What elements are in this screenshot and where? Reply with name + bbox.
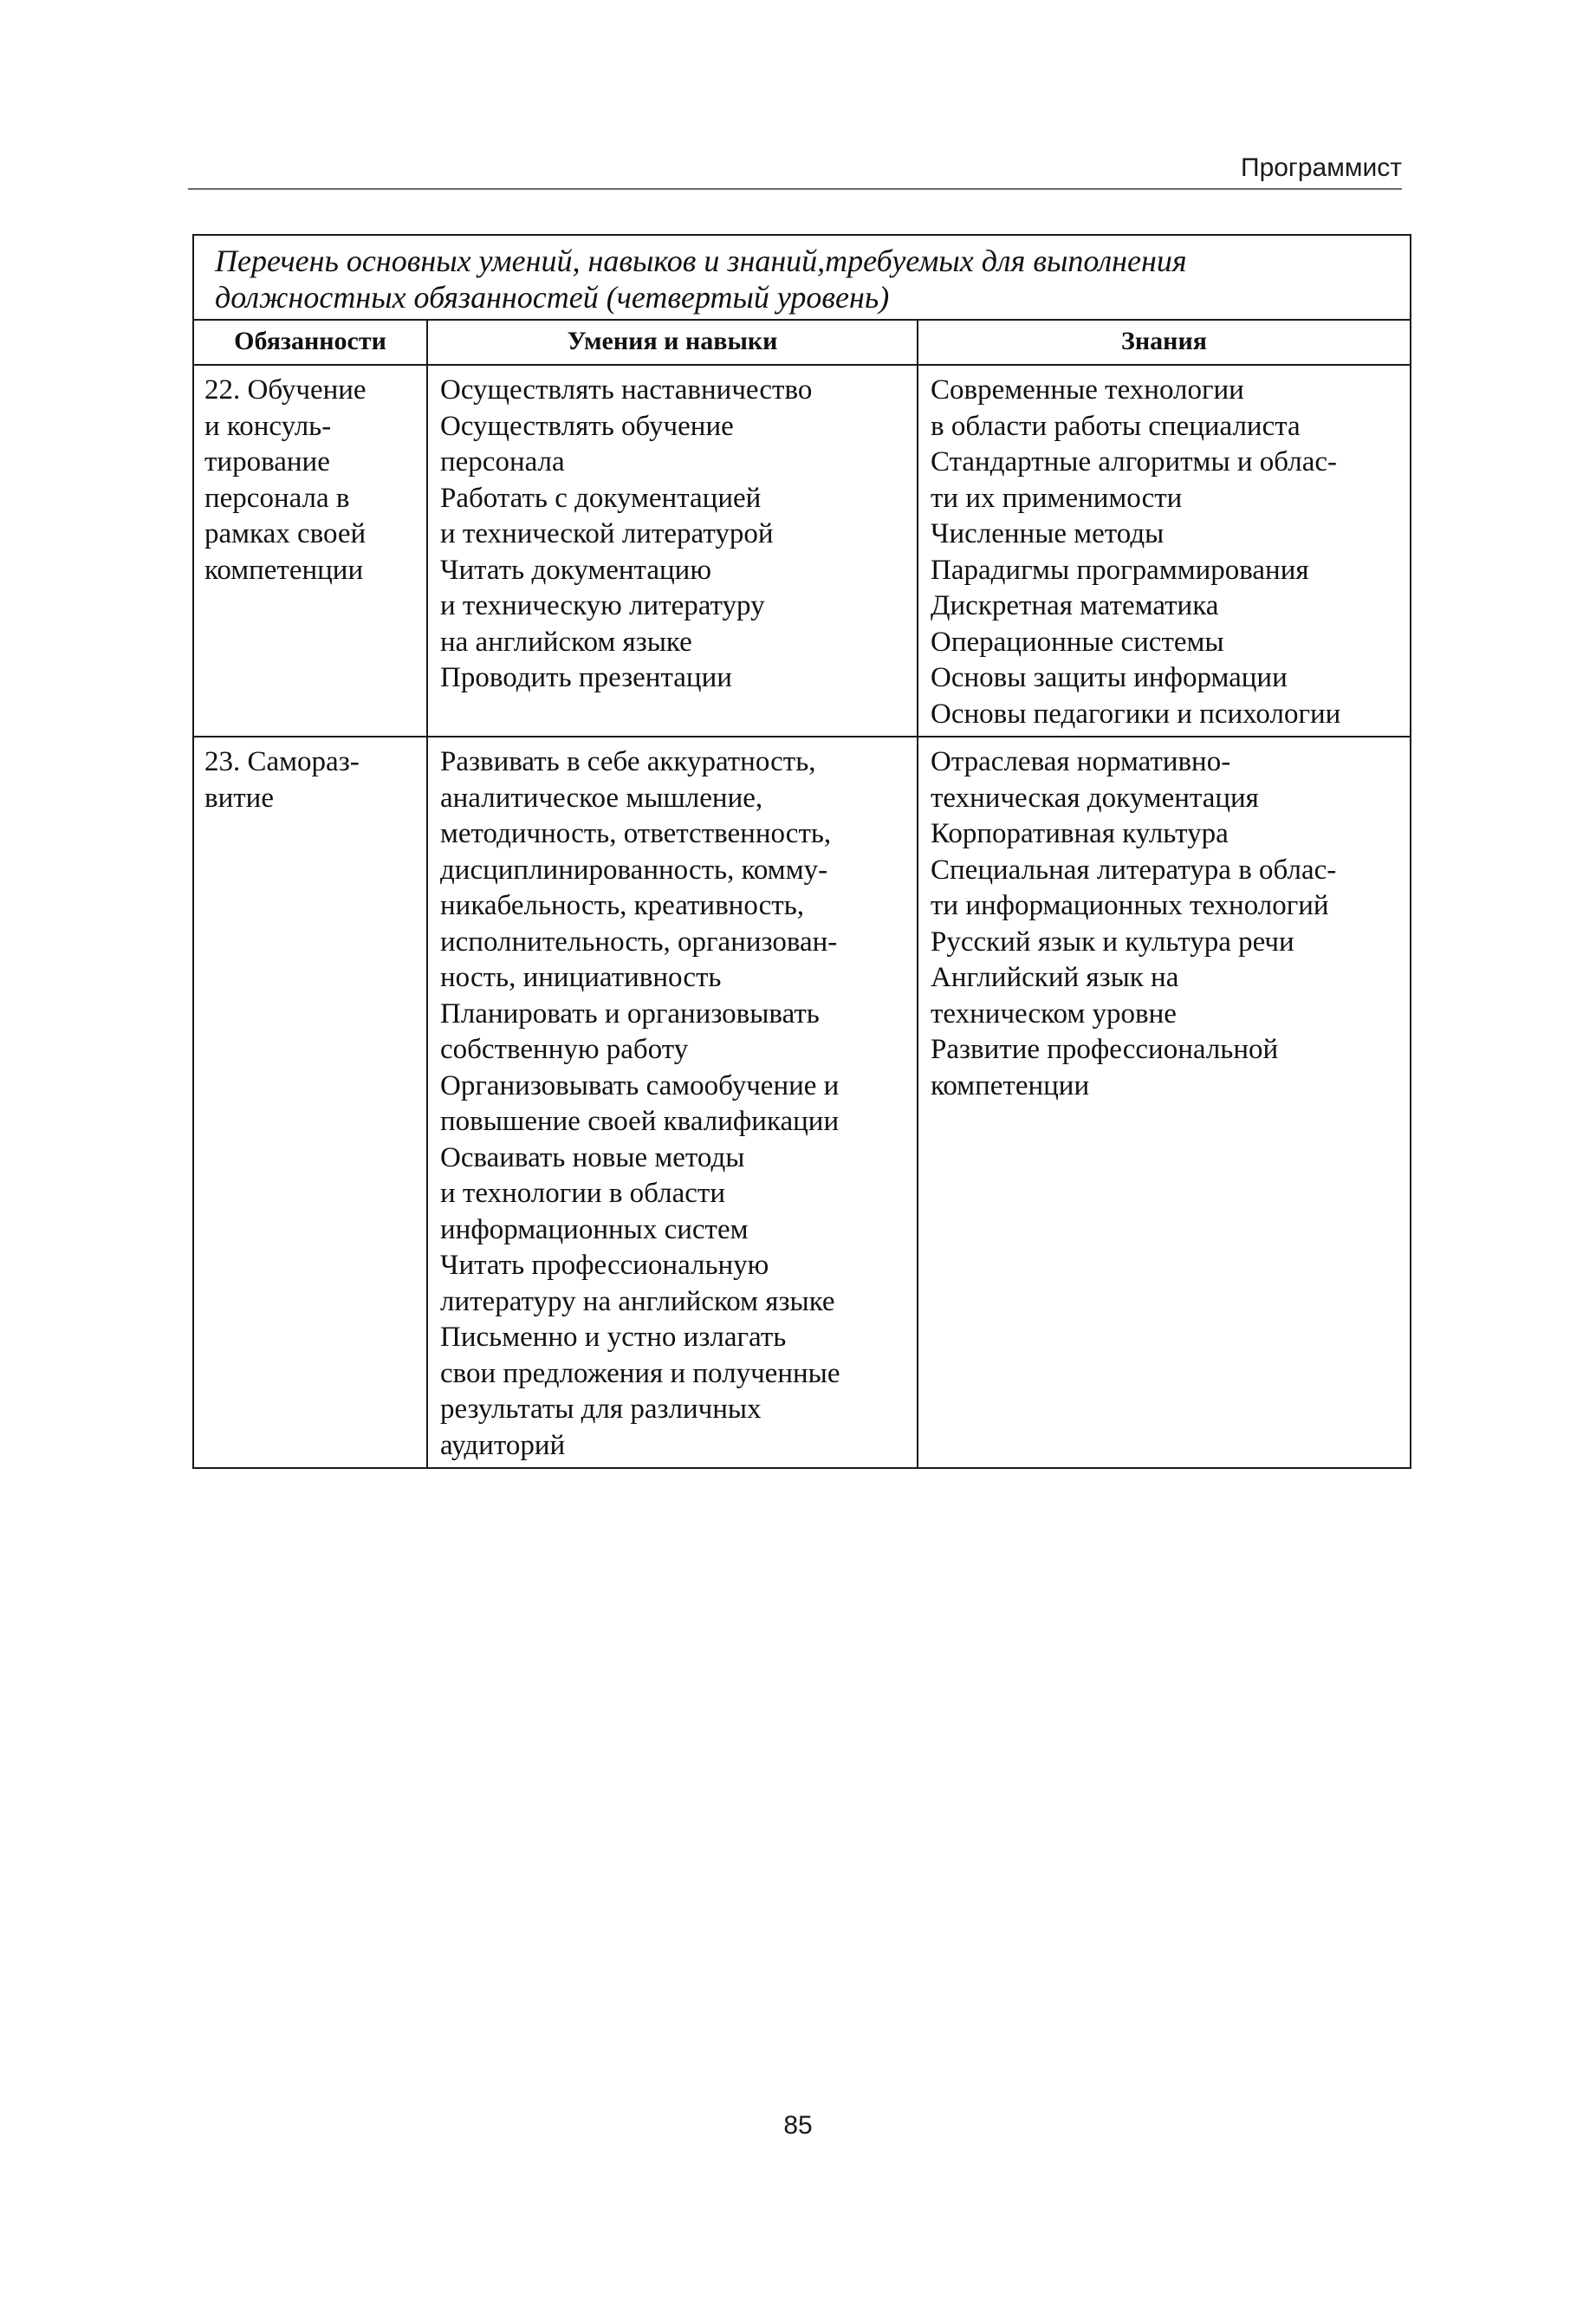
knowledge-cell — [918, 737, 1411, 1468]
cell-line: Корпоративная культура — [931, 818, 1229, 849]
cell-line: на английском языке — [440, 626, 692, 658]
caption-line: Перечень основных умений, навыков и знаний,требуемых для выполнения — [215, 244, 1187, 278]
table-caption-row — [193, 235, 1411, 320]
table-row — [193, 737, 1411, 1468]
header-row — [193, 320, 1411, 365]
cell-line: Письменно и устно излагать — [440, 1322, 787, 1353]
cell-line: техническом уровне — [931, 997, 1177, 1030]
cell-line: собственную работу — [440, 1034, 689, 1065]
knowledge-cell — [918, 365, 1411, 737]
cell-line: ти информационных технологий — [931, 890, 1329, 921]
cell-line: исполнительность, организован- — [440, 926, 838, 958]
cell-line: Осваивать новые методы — [440, 1141, 745, 1173]
cell-line: Стандартные алгоритмы и облас- — [931, 446, 1337, 478]
cell-line: Развивать в себе аккуратность, — [440, 746, 816, 777]
cell-line: техническая документация — [931, 782, 1259, 814]
cell-line: Осуществлять обучение — [440, 410, 734, 442]
cell-line: результаты для различных — [440, 1394, 762, 1425]
cell-line: в области работы специалиста — [931, 410, 1301, 442]
cell-line: 22. Обучение — [204, 374, 367, 406]
cell-line: и консуль- — [204, 410, 332, 442]
cell-line: Основы педагогики и психологии — [931, 698, 1341, 730]
cell-line: Читать профессиональную — [440, 1250, 769, 1281]
cell-line: Русский язык и культура речи — [931, 926, 1294, 958]
cell-line: и технической литературой — [440, 518, 774, 549]
cell-line: методичность, ответственность, — [440, 818, 832, 849]
cell-line: ти их применимости — [931, 482, 1183, 514]
table-row — [193, 365, 1411, 737]
cell-line: аналитическое мышление, — [440, 782, 763, 814]
duties-table — [192, 234, 1411, 1469]
cell-line: ность, инициативность — [440, 962, 722, 993]
skills-cell — [427, 365, 918, 737]
cell-line: Численные методы — [931, 518, 1165, 549]
skills-cell — [427, 737, 918, 1468]
cell-line: персонала в — [204, 482, 350, 514]
cell-line: Организовывать самообучение и — [440, 1069, 840, 1101]
duty-cell — [193, 737, 427, 1468]
cell-line: свои предложения и полученные — [440, 1357, 840, 1389]
cell-line: Основы защиты информации — [931, 662, 1288, 693]
cell-line: 23. Самораз- — [204, 746, 360, 777]
cell-line: никабельность, креативность, — [440, 890, 805, 921]
running-head: Программист — [1241, 153, 1402, 182]
cell-line: компетенции — [931, 1069, 1090, 1101]
cell-line: информационных систем — [440, 1213, 749, 1245]
cell-line: Проводить презентации — [440, 662, 732, 693]
column-header-duties: Обязанности — [193, 320, 427, 365]
cell-line: дисциплинированность, комму- — [440, 854, 828, 886]
cell-line: тирование — [204, 446, 330, 478]
header-rule — [188, 188, 1402, 190]
cell-line: Дискретная математика — [931, 590, 1219, 621]
cell-line: Специальная литература в облас- — [931, 854, 1337, 886]
cell-line: аудиторий — [440, 1429, 566, 1461]
cell-line: Развитие профессиональной — [931, 1034, 1279, 1065]
cell-line: персонала — [440, 446, 565, 478]
cell-line: рамках своей — [204, 518, 367, 549]
cell-line: Читать документацию — [440, 554, 712, 586]
table-caption — [193, 235, 1411, 320]
cell-line: компетенции — [204, 554, 364, 586]
duty-cell — [193, 365, 427, 737]
cell-line: Работать с документацией — [440, 482, 762, 514]
column-header-knowledge: Знания — [918, 320, 1411, 365]
cell-line: Парадигмы программирования — [931, 554, 1309, 586]
cell-line: и техническую литературу — [440, 590, 765, 621]
cell-line: повышение своей квалификации — [440, 1106, 840, 1137]
cell-line: Английский язык на — [931, 962, 1179, 993]
column-header-skills: Умения и навыки — [427, 320, 918, 365]
page-number: 85 — [783, 2111, 813, 2140]
cell-line: Операционные системы — [931, 626, 1224, 658]
cell-line: Планировать и организовывать — [440, 997, 820, 1030]
cell-line: Современные технологии — [931, 374, 1244, 406]
cell-line: литературу на английском языке — [440, 1285, 835, 1317]
cell-line: Осуществлять наставничество — [440, 374, 813, 406]
cell-line: Отраслевая нормативно- — [931, 746, 1231, 777]
cell-line: витие — [204, 782, 274, 814]
cell-line: и технологии в области — [440, 1178, 725, 1209]
caption-line: должностных обязанностей (четвертый уровень) — [215, 280, 890, 315]
